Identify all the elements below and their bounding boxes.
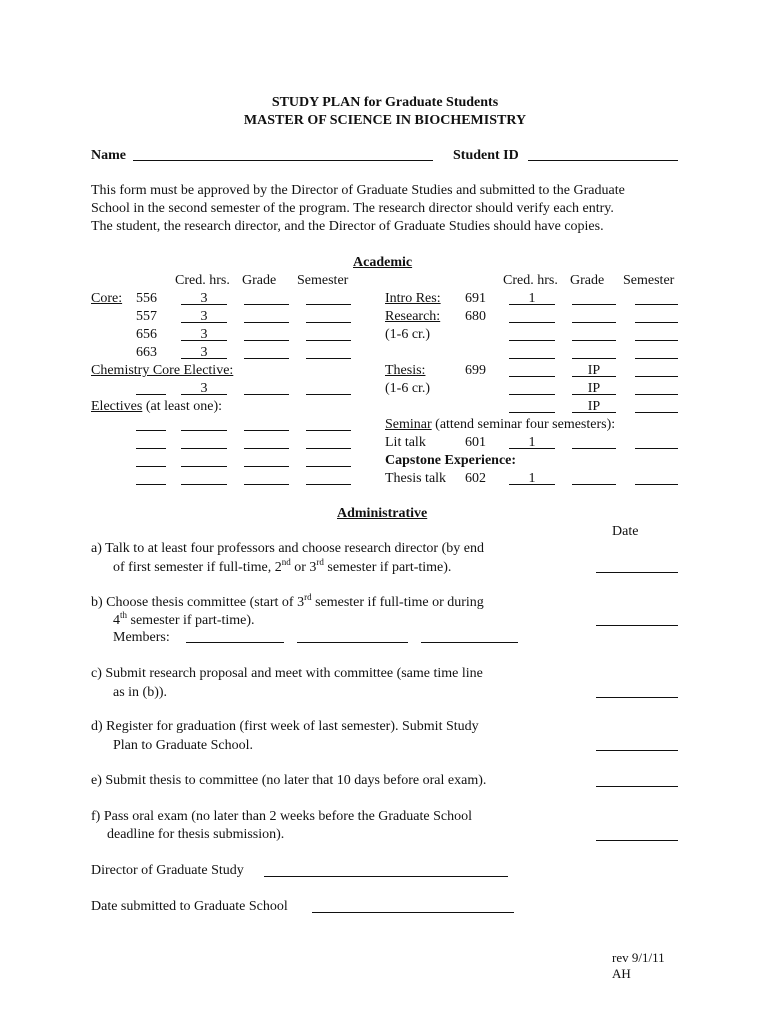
chem-elective-cred-field[interactable]: [181, 380, 227, 395]
name-label: Name: [91, 148, 126, 163]
lit-talk-num: 601: [465, 435, 486, 450]
elective-cred-field[interactable]: [181, 434, 227, 449]
lit-talk-cred-value: 1: [528, 435, 536, 450]
grade-field[interactable]: [572, 290, 616, 305]
grade-field[interactable]: [572, 308, 616, 323]
grade-field[interactable]: [572, 326, 616, 341]
core-cred-value: 3: [200, 345, 208, 360]
grade-field[interactable]: [244, 452, 289, 467]
core-cred-value: 3: [200, 327, 208, 342]
ip-value: IP: [587, 363, 601, 378]
item-a-line1: a) Talk to at least four professors and choose research director (by end: [91, 541, 484, 556]
members-label: Members:: [113, 630, 170, 645]
col-header-grade-right: Grade: [570, 273, 605, 288]
elective-cred-field[interactable]: [181, 416, 227, 431]
grade-field[interactable]: [244, 380, 289, 395]
seminar-label: Seminar: [385, 417, 432, 432]
thesis-talk-num: 602: [465, 471, 486, 486]
text: 4: [113, 613, 120, 628]
semester-field[interactable]: [306, 380, 351, 395]
core-cred-value: 3: [200, 291, 208, 306]
sup: nd: [281, 557, 291, 567]
semester-field[interactable]: [635, 470, 678, 485]
seminar-note: (attend seminar four semesters):: [435, 417, 616, 432]
semester-field[interactable]: [306, 434, 351, 449]
core-course-num: 557: [136, 309, 157, 324]
elective-course-field[interactable]: [136, 416, 166, 431]
grade-field[interactable]: [244, 470, 289, 485]
cred-field[interactable]: [509, 326, 555, 341]
research-num: 680: [465, 309, 486, 324]
item-e-line1: e) Submit thesis to committee (no later that 10 days before oral exam).: [91, 773, 487, 788]
date-submitted-label: Date submitted to Graduate School: [91, 899, 288, 914]
semester-field[interactable]: [306, 452, 351, 467]
lit-talk-label: Lit talk: [385, 435, 426, 450]
thesis-num: 699: [465, 363, 486, 378]
cred-field[interactable]: [509, 398, 555, 413]
ip-value: IP: [587, 399, 601, 414]
thesis-range: (1-6 cr.): [385, 381, 431, 396]
research-range: (1-6 cr.): [385, 327, 431, 342]
core-cred-field[interactable]: [181, 344, 227, 359]
thesis-label: Thesis:: [385, 363, 426, 378]
thesis-grade-field[interactable]: [572, 398, 616, 413]
thesis-talk-label: Thesis talk: [385, 471, 447, 486]
director-signature-field[interactable]: [264, 876, 508, 877]
semester-field[interactable]: [635, 398, 678, 413]
semester-field[interactable]: [306, 308, 351, 323]
core-course-num: 656: [136, 327, 157, 342]
date-field-c[interactable]: [596, 697, 678, 698]
intro-line-1: This form must be approved by the Director of Graduate Studies and submitted to the Graduate: [91, 183, 625, 198]
thesis-talk-cred-field[interactable]: [509, 470, 555, 485]
item-d-line2: Plan to Graduate School.: [113, 738, 253, 753]
date-field-d[interactable]: [596, 750, 678, 751]
date-field-f[interactable]: [596, 840, 678, 841]
semester-field[interactable]: [306, 326, 351, 341]
core-label: Core:: [91, 291, 123, 306]
text: of first semester if full-time, 2: [113, 560, 282, 575]
semester-field[interactable]: [306, 416, 351, 431]
chem-elective-label: Chemistry Core Elective:: [91, 363, 234, 378]
sup: rd: [316, 557, 324, 567]
elective-cred-field[interactable]: [181, 470, 227, 485]
sup: rd: [304, 592, 312, 602]
item-d-line1: d) Register for graduation (first week of last semester). Submit Study: [91, 719, 479, 734]
item-b-line1: [91, 594, 484, 612]
text: b) Choose thesis committee (start of 3: [91, 595, 305, 610]
grade-field[interactable]: [244, 290, 289, 305]
semester-field[interactable]: [635, 344, 678, 359]
author-initials: AH: [612, 966, 631, 981]
date-submitted-field[interactable]: [312, 912, 514, 913]
student-id-label: Student ID: [453, 148, 519, 163]
core-cred-field[interactable]: [181, 326, 227, 341]
administrative-heading: Administrative: [337, 506, 428, 521]
intro-res-num: 691: [465, 291, 486, 306]
member-field-2[interactable]: [297, 642, 408, 643]
text: semester if full-time or during: [311, 595, 484, 610]
item-c-line1: c) Submit research proposal and meet with committee (same time line: [91, 666, 483, 681]
grade-field[interactable]: [572, 434, 616, 449]
academic-heading: Academic: [353, 255, 413, 270]
item-f-line2: deadline for thesis submission).: [107, 827, 285, 842]
capstone-label: Capstone Experience:: [385, 453, 517, 468]
thesis-talk-cred-value: 1: [528, 471, 536, 486]
thesis-grade-field[interactable]: [572, 380, 616, 395]
semester-field[interactable]: [635, 362, 678, 377]
elective-course-field[interactable]: [136, 470, 166, 485]
seminar-group: [385, 416, 615, 434]
electives-label: Electives: [91, 399, 143, 414]
director-label: Director of Graduate Study: [91, 863, 244, 878]
ip-value: IP: [587, 381, 601, 396]
grade-field[interactable]: [572, 470, 616, 485]
grade-field[interactable]: [244, 416, 289, 431]
grade-field[interactable]: [244, 308, 289, 323]
chem-elective-cred-value: 3: [200, 381, 208, 396]
semester-field[interactable]: [635, 326, 678, 341]
student-id-field[interactable]: [528, 160, 678, 161]
electives-label-group: [91, 398, 222, 416]
cred-field[interactable]: [509, 308, 555, 323]
semester-field[interactable]: [306, 470, 351, 485]
research-label: Research:: [385, 309, 441, 324]
cred-field[interactable]: [509, 344, 555, 359]
col-header-grade: Grade: [242, 273, 277, 288]
core-cred-field[interactable]: [181, 290, 227, 305]
cred-field[interactable]: [509, 380, 555, 395]
elective-course-field[interactable]: [136, 452, 166, 467]
date-field-b[interactable]: [596, 625, 678, 626]
text: semester if part-time).: [323, 560, 452, 575]
core-course-num: 556: [136, 291, 157, 306]
elective-course-field[interactable]: [136, 434, 166, 449]
item-f-line1: f) Pass oral exam (no later than 2 weeks before the Graduate School: [91, 809, 472, 824]
intro-line-3: The student, the research director, and the Director of Graduate Studies should have copies.: [91, 219, 604, 234]
core-cred-field[interactable]: [181, 308, 227, 323]
semester-field[interactable]: [635, 290, 678, 305]
intro-res-cred-field[interactable]: [509, 290, 555, 305]
grade-field[interactable]: [244, 326, 289, 341]
semester-field[interactable]: [306, 290, 351, 305]
semester-field[interactable]: [306, 344, 351, 359]
core-cred-value: 3: [200, 309, 208, 324]
text: or 3: [290, 560, 317, 575]
member-field-3[interactable]: [421, 642, 518, 643]
name-field[interactable]: [133, 160, 433, 161]
lit-talk-cred-field[interactable]: [509, 434, 555, 449]
chem-elective-num-field[interactable]: [136, 380, 166, 395]
member-field-1[interactable]: [186, 642, 284, 643]
col-header-cred: Cred. hrs.: [175, 273, 230, 288]
electives-note: (at least one):: [145, 399, 222, 414]
semester-field[interactable]: [635, 308, 678, 323]
elective-cred-field[interactable]: [181, 452, 227, 467]
intro-res-cred-value: 1: [528, 291, 536, 306]
core-course-num: 663: [136, 345, 157, 360]
form-title: STUDY PLAN for Graduate Students: [271, 95, 499, 110]
semester-field[interactable]: [635, 434, 678, 449]
item-c-line2: as in (b)).: [113, 685, 168, 700]
col-header-semester: Semester: [297, 273, 349, 288]
grade-field[interactable]: [244, 344, 289, 359]
revision-date: rev 9/1/11: [612, 950, 665, 965]
intro-line-2: School in the second semester of the program. The research director should verify each entry.: [91, 201, 614, 216]
text: semester if part-time).: [127, 613, 255, 628]
thesis-grade-field[interactable]: [572, 362, 616, 377]
sup: th: [120, 610, 128, 620]
date-field-e[interactable]: [596, 786, 678, 787]
cred-field[interactable]: [509, 362, 555, 377]
item-a-line2: [113, 559, 451, 577]
grade-field[interactable]: [244, 434, 289, 449]
date-field-a[interactable]: [596, 572, 678, 573]
form-subtitle: MASTER OF SCIENCE IN BIOCHEMISTRY: [243, 113, 527, 128]
date-column-label: Date: [612, 524, 639, 539]
col-header-cred-right: Cred. hrs.: [503, 273, 558, 288]
item-b-line2: [113, 612, 255, 630]
semester-field[interactable]: [635, 380, 678, 395]
intro-res-label: Intro Res:: [385, 291, 441, 306]
grade-field[interactable]: [572, 344, 616, 359]
col-header-semester-right: Semester: [623, 273, 675, 288]
